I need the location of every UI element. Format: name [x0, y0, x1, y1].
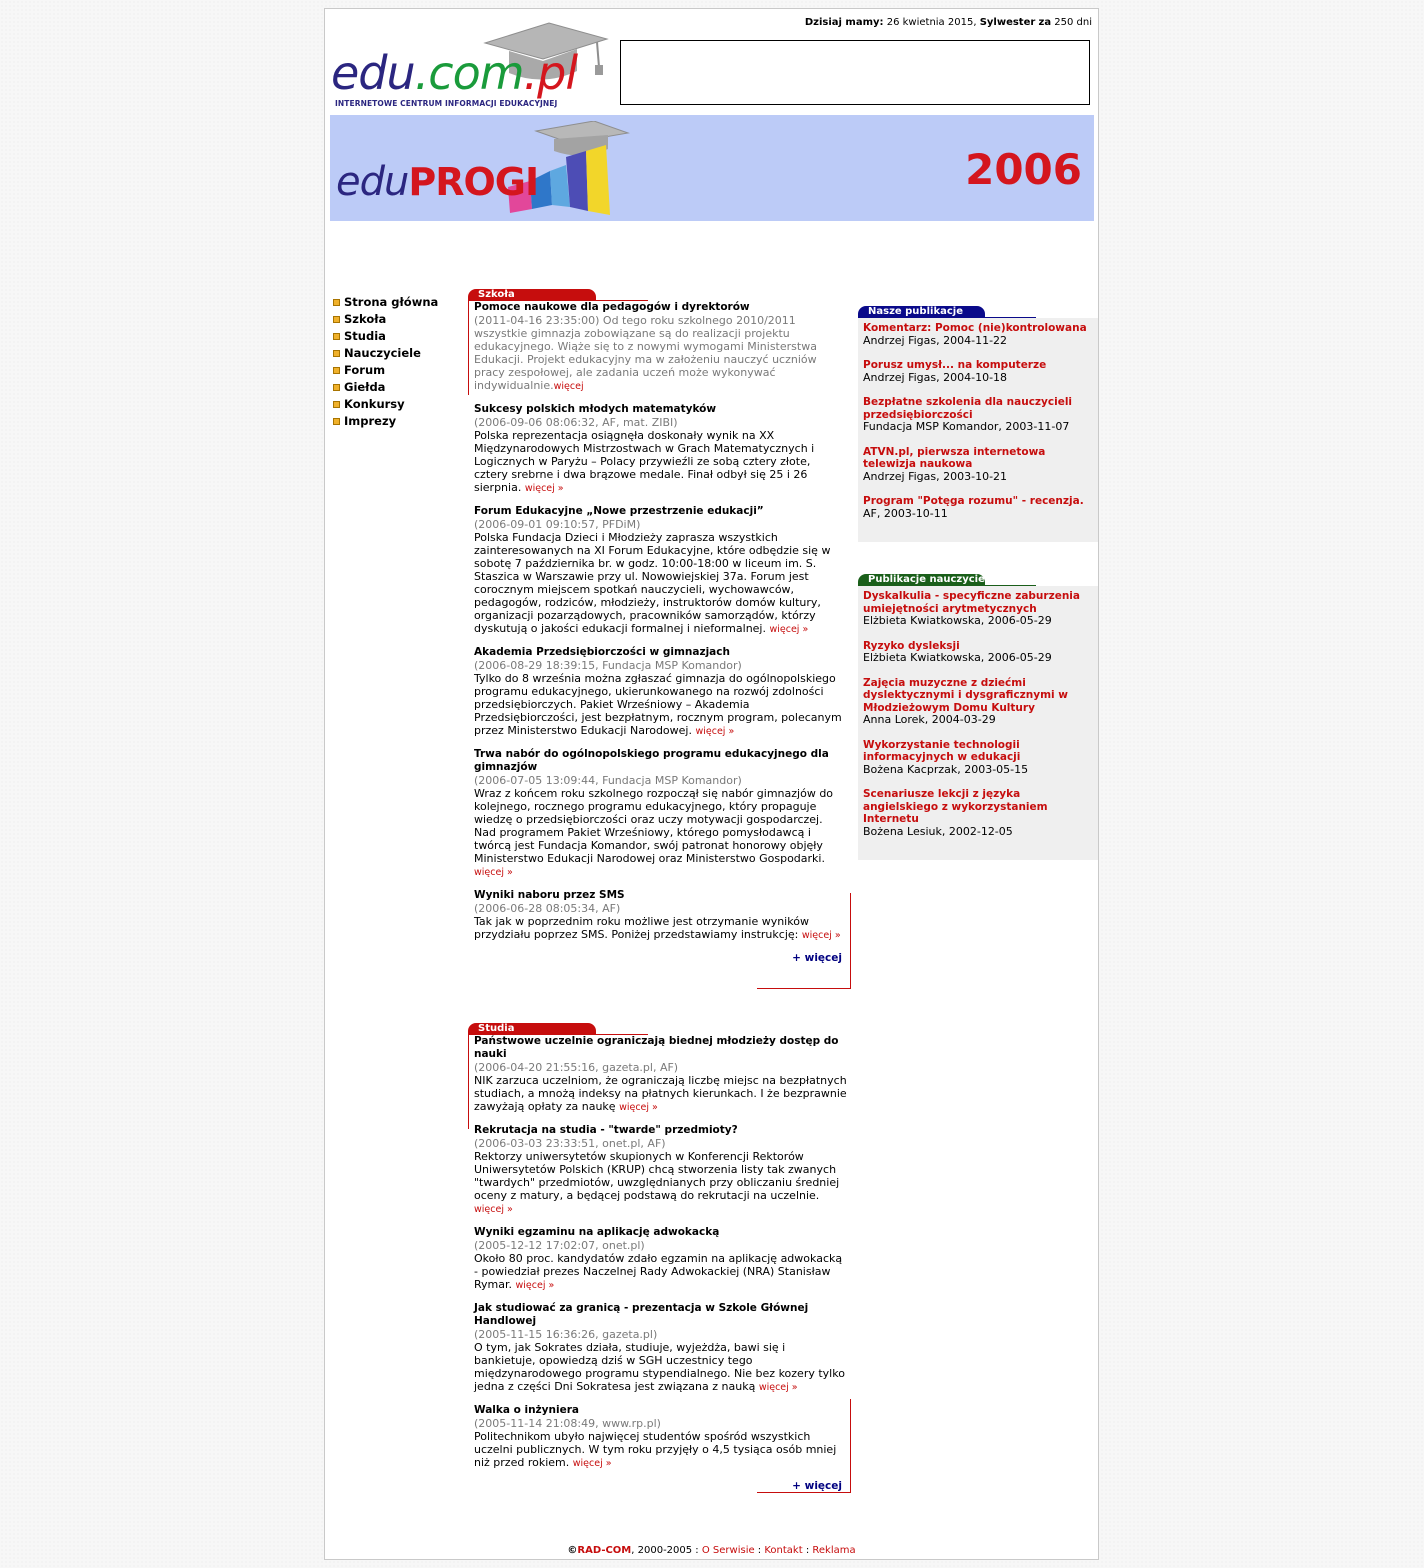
main-menu [333, 295, 438, 431]
footer-separator: : [754, 1545, 765, 1556]
banner-year: 2006 [965, 145, 1082, 194]
ad-banner-slot[interactable] [620, 40, 1090, 105]
publication-entry [863, 677, 1093, 727]
publication-link[interactable]: Zajęcia muzyczne z dziećmi dyslektycznymi i dysgraficznymi w Młodzieżowym Domu Kultury [863, 676, 1069, 714]
news-body: Tak jak w poprzednim roku możliwe jest otrzymanie wyników przydziału poprzez SMS. Poniżej przedstawiamy instrukcję: [474, 915, 809, 941]
section-title-studia[interactable]: Studia [468, 1023, 596, 1035]
frame-line-left [468, 301, 469, 395]
news-item [474, 1035, 847, 1114]
eduprogi-title [336, 159, 538, 205]
news-body: Tylko do 8 września można zgłaszać gimnazja do ogólnopolskiego programu edukacyjnego, ukierunkowanego na rozwój zdolności przedsiębiorczych. Pakiet Wrześniowy – Akademia Przedsiębiorczości, jest bezpłatnym, rocznym program, polecanym przez Ministerstwo Edukacji Narodowej. [474, 672, 842, 737]
publication-link[interactable]: Bezpłatne szkolenia dla nauczycieli przedsiębiorczości [863, 396, 1073, 421]
footer-link-o-serwisie[interactable]: O Serwisie [701, 1545, 755, 1556]
publication-link[interactable]: Dyskalkulia - specyficzne zaburzenia umiejętności arytmetycznych [863, 590, 1080, 615]
bullet-icon [333, 350, 340, 357]
news-item [474, 748, 847, 879]
bullet-icon [333, 384, 340, 391]
news-meta: (2006-08-29 18:39:15, Fundacja MSP Komandor) [474, 659, 742, 672]
read-more-link[interactable]: więcej » [515, 1280, 555, 1291]
news-meta: (2006-09-01 09:10:57, PFDiM) [474, 518, 641, 531]
header-rule [858, 317, 1036, 318]
publication-list [858, 318, 1098, 542]
news-title[interactable]: Sukcesy polskich młodych matematyków [474, 403, 717, 415]
news-list [468, 301, 851, 964]
news-meta: (2011-04-16 23:35:00) [474, 314, 600, 327]
site-logo[interactable] [329, 19, 619, 111]
publication-entry [863, 739, 1093, 777]
logo-part-pl: .pl [523, 46, 578, 100]
news-title[interactable]: Walka o inżyniera [474, 1404, 579, 1416]
news-body: Od tego roku szkolnego 2010/2011 wszystkie gimnazja zobowiązane są do realizacji projektu edukacyjnego. Wiąże się to z nowymi wymogami Ministerstwa Edukacji. Projekt edukacyjny ma w założeniu nauczyć uczniów pracy zespołowej, ale zadania uczeń może wykonywać indywidualnie. [474, 314, 817, 392]
menu-item-szkola[interactable]: Szkoła [333, 312, 438, 329]
bullet-icon [333, 333, 340, 340]
publication-author: Andrzej Figas, 2003-10-21 [863, 469, 1008, 483]
news-item [474, 301, 847, 393]
date-bar [805, 17, 1092, 28]
news-meta: (2006-09-06 08:06:32, AF, mat. ZIBI) [474, 416, 678, 429]
date-label: Dzisiaj mamy: [804, 17, 884, 28]
eduprogi-banner[interactable] [330, 115, 1094, 221]
news-meta: (2005-11-14 21:08:49, www.rp.pl) [474, 1417, 661, 1430]
publication-link[interactable]: Komentarz: Pomoc (nie)kontrolowana [863, 322, 1087, 334]
logo-part-edu: edu [331, 46, 415, 100]
news-body: Polska Fundacja Dzieci i Młodzieży zaprasza wszystkich zainteresowanych na XI Forum Edukacyjne, które odbędzie się w sobotę 7 października br. w godz. 10:00-18:00 w liceum im. S. Staszica w Warszawie przy ul. Nowowiejskiej 37a. Forum jest corocznym miejscem spotkań nauczycieli, wychowawców, pedagogów, rodziców, młodzieży, instruktorów domów kultury, organizacji pozarządowych, pracowników samorządów, którzy dyskutują o jakości edukacji formalnej i nieformalnej. [474, 531, 831, 635]
news-body: Politechnikom ubyło najwięcej studentów spośród wszystkich uczelni publicznych. W tym roku przyjęły o 4,5 tysiąca osób mniej niż przed rokiem. [474, 1430, 837, 1469]
news-body: Rektorzy uniwersytetów skupionych w Konferencji Rektorów Uniwersytetów Polskich (KRUP) chcą stworzenia listy tak zwanych "twardych" przedmiotów, uwzględnianych przy obliczaniu średniej oceny z matury, a będącej podstawą do rekrutacji na uczelnie. [474, 1150, 840, 1202]
read-more-link[interactable]: więcej [553, 381, 584, 392]
news-item [474, 1302, 847, 1394]
news-item [474, 505, 847, 636]
news-title[interactable]: Wyniki naboru przez SMS [474, 889, 625, 901]
news-meta: (2006-03-03 23:33:51, onet.pl, AF) [474, 1137, 666, 1150]
menu-item-forum[interactable]: Forum [333, 363, 438, 380]
news-meta: (2005-12-12 17:02:07, onet.pl) [474, 1239, 645, 1252]
frame-line-left [468, 1035, 469, 1129]
frame-line-bottom [757, 1492, 851, 1493]
header-rule [858, 585, 1036, 586]
box-header [858, 306, 1098, 318]
news-item [474, 1124, 847, 1216]
footer-link-kontakt[interactable]: Kontakt [764, 1545, 803, 1556]
publication-entry [863, 446, 1093, 484]
menu-item-konkursy[interactable]: Konkursy [333, 397, 438, 414]
news-title[interactable]: Rekrutacja na studia - "twarde" przedmioty? [474, 1124, 738, 1136]
footer [325, 1545, 1098, 1556]
publication-entry [863, 590, 1093, 628]
menu-item-strona-glowna[interactable]: Strona główna [333, 295, 438, 312]
publication-link[interactable]: Ryzyko dysleksji [863, 639, 960, 652]
news-meta: (2006-06-28 08:05:34, AF) [474, 902, 621, 915]
news-meta: (2006-04-20 21:55:16, gazeta.pl, AF) [474, 1061, 679, 1074]
publication-link[interactable]: Porusz umysł... na komputerze [863, 359, 1047, 371]
more-news-link[interactable]: + więcej [792, 1480, 842, 1492]
publication-author: Andrzej Figas, 2004-10-18 [863, 370, 1008, 384]
box-publikacje-nauczycielskie [858, 574, 1098, 860]
box-nasze-publikacje [858, 306, 1098, 542]
news-body: NIK zarzuca uczelniom, że ograniczają liczbę miejsc na bezpłatnych studiach, a mnożą indeksy na płatnych kierunkach. I że bezprawnie zawyżają opłaty za naukę [474, 1074, 847, 1113]
bullet-icon [333, 418, 340, 425]
box-title-publikacje-nauczycielskie[interactable]: Publikacje nauczycielskie [858, 574, 985, 586]
news-title[interactable]: Wyniki egzaminu na aplikację adwokacką [474, 1226, 720, 1238]
header-rule [468, 300, 648, 301]
menu-item-imprezy[interactable]: Imprezy [333, 414, 438, 431]
bullet-icon [333, 316, 340, 323]
nameday-name: Sylwester [979, 17, 1036, 28]
news-title[interactable]: Trwa nabór do ogólnopolskiego programu edukacyjnego dla gimnazjów [474, 748, 829, 773]
frame-line-right [850, 1399, 851, 1493]
banner-part-edu: edu [336, 159, 409, 205]
section-szkola [468, 289, 851, 991]
footer-link-reklama[interactable]: Reklama [812, 1545, 856, 1556]
footer-years: , 2000-2005 : [631, 1545, 702, 1556]
section-header [468, 1023, 851, 1035]
publication-author: Anna Lorek, 2004-03-29 [863, 713, 996, 726]
publication-author: Bożena Lesiuk, 2002-12-05 [863, 824, 1013, 838]
news-item [474, 889, 847, 942]
publication-list [858, 586, 1098, 860]
news-title[interactable]: Akademia Przedsiębiorczości w gimnazjach [474, 646, 730, 658]
news-body: Około 80 proc. kandydatów zdało egzamin na aplikację adwokacką - powiedział prezes Naczelnej Rady Adwokackiej (NRA) Stanisław Rymar. [474, 1252, 843, 1291]
box-header [858, 574, 1098, 586]
publication-link[interactable]: Wykorzystanie technologii informacyjnych w edukacji [863, 738, 1021, 763]
bullet-icon [333, 299, 340, 306]
publication-author: Andrzej Figas, 2004-11-22 [863, 333, 1008, 347]
news-title[interactable]: Jak studiować za granicą - prezentacja w Szkole Głównej Handlowej [474, 1302, 809, 1327]
publication-entry [863, 640, 1093, 665]
publication-author: Elżbieta Kwiatkowska, 2006-05-29 [863, 651, 1052, 664]
menu-item-studia[interactable]: Studia [333, 329, 438, 346]
bullet-icon [333, 367, 340, 374]
news-meta: (2005-11-15 16:36:26, gazeta.pl) [474, 1328, 658, 1341]
publication-link[interactable]: Scenariusze lekcji z języka angielskiego z wykorzystaniem Internetu [863, 788, 1048, 825]
section-title-szkola[interactable]: Szkoła [468, 289, 596, 301]
news-title[interactable]: Państwowe uczelnie ograniczają biednej młodzieży dostęp do nauki [474, 1035, 839, 1060]
read-more-link[interactable]: więcej » [524, 483, 564, 494]
copyright-sign: © [567, 1545, 578, 1556]
logo-part-com: .com [414, 46, 524, 100]
section-header [468, 289, 851, 301]
date-value: 26 kwietnia 2015, [886, 17, 977, 28]
menu-item-gielda[interactable]: Giełda [333, 380, 438, 397]
news-item [474, 1226, 847, 1292]
publication-entry [863, 359, 1093, 384]
news-list [468, 1035, 851, 1492]
read-more-link[interactable]: więcej » [695, 726, 735, 737]
news-item [474, 646, 847, 738]
logo-tagline: INTERNETOWE CENTRUM INFORMACJI EDUKACYJNEJ [335, 99, 558, 108]
bullet-icon [333, 401, 340, 408]
read-more-link[interactable]: więcej » [474, 867, 513, 878]
publication-author: Bożena Kacprzak, 2003-05-15 [863, 762, 1029, 776]
publication-entry [863, 788, 1093, 838]
publication-entry [863, 396, 1093, 434]
publication-author: Fundacja MSP Komandor, 2003-11-07 [863, 420, 1070, 433]
read-more-link[interactable]: więcej » [474, 1204, 513, 1215]
frame-line-bottom [757, 988, 851, 989]
days-count: 250 dni [1054, 17, 1092, 28]
publication-author: AF, 2003-10-11 [863, 506, 948, 520]
news-meta: (2006-07-05 13:09:44, Fundacja MSP Komandor) [474, 774, 742, 787]
news-body: O tym, jak Sokrates działa, studiuje, wyjeżdża, bawi się i bankietuje, opowiedzą dziś w SGH uczestnicy tego międzynarodowego programu stypendialnego. Nie bez kozery tylko jedna z części Dni Sokratesa jest związana z nauką [474, 1341, 845, 1393]
news-item [474, 1404, 847, 1470]
box-title-nasze-publikacje[interactable]: Nasze publikacje [858, 306, 985, 318]
page [324, 8, 1099, 1560]
logo-wordmark [331, 47, 577, 99]
read-more-link[interactable]: więcej » [572, 1458, 612, 1469]
menu-item-nauczyciele[interactable]: Nauczyciele [333, 346, 438, 363]
news-body: Polska reprezentacja osiągnęła doskonały wynik na XX Międzynarodowych Mistrzostwach w Grach Matematycznych i Logicznych w Paryżu – Polacy przywieźli ze sobą cztery złote, cztery srebrne i dwa brązowe medale. Finał odbył się 25 i 26 sierpnia. [474, 429, 815, 494]
frame-line-right [850, 893, 851, 989]
publication-entry [863, 495, 1093, 520]
read-more-link[interactable]: więcej » [619, 1102, 658, 1113]
publication-entry [863, 322, 1093, 347]
read-more-link[interactable]: więcej » [801, 930, 841, 941]
publication-link[interactable]: ATVN.pl, pierwsza internetowa telewizja naukowa [863, 445, 1046, 470]
nameday-mid: za [1038, 17, 1052, 28]
footer-separator: : [802, 1545, 813, 1556]
read-more-link[interactable]: więcej » [758, 1382, 798, 1393]
more-news-link[interactable]: + więcej [792, 952, 842, 964]
section-studia [468, 1023, 851, 1495]
news-body: Wraz z końcem roku szkolnego rozpoczął się nabór gimnazjów do kolejnego, rocznego programu edukacyjnego, który propaguje wiedzę o przedsiębiorczości oraz uczy motywacji gospodarczej. Nad programem Pakiet Wrześniowy, którego pomysłodawcą i twórcą jest Fundacja Komandor, swój patronat honorowy objęły Ministerstwo Edukacji Narodowej oraz Ministerstwo Gospodarki. [474, 787, 834, 865]
header-rule [468, 1034, 648, 1035]
read-more-link[interactable]: więcej » [769, 624, 809, 635]
publication-author: Elżbieta Kwiatkowska, 2006-05-29 [863, 614, 1052, 627]
publication-link[interactable]: Program "Potęga rozumu" - recenzja. [863, 495, 1084, 507]
banner-part-progi: PROGI [408, 160, 539, 204]
news-item [474, 403, 847, 495]
footer-brand-link[interactable]: RAD-COM [577, 1545, 632, 1556]
news-title[interactable]: Pomoce naukowe dla pedagogów i dyrektorów [474, 301, 750, 313]
news-title[interactable]: Forum Edukacyjne „Nowe przestrzenie edukacji” [474, 505, 764, 517]
